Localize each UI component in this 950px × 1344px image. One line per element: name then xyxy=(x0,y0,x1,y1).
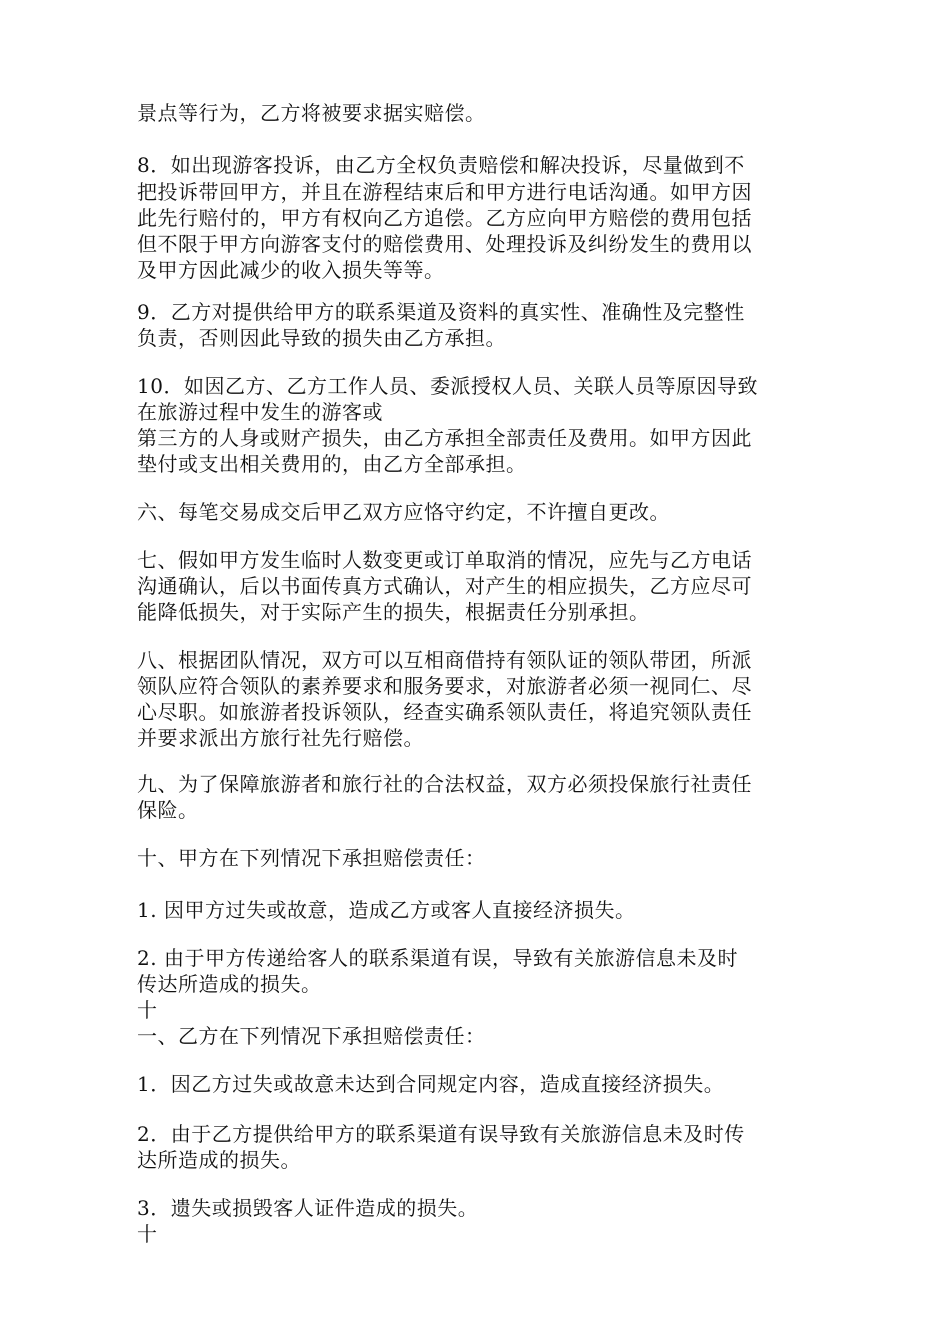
text-line: 8．如出现游客投诉，由乙方全权负责赔偿和解决投诉，尽量做到不 xyxy=(137,153,745,177)
text-line: 1. 因甲方过失或故意，造成乙方或客人直接经济损失。 xyxy=(137,898,636,922)
text-line: 沟通确认，后以书面传真方式确认，对产生的相应损失，乙方应尽可 xyxy=(137,574,752,598)
text-line: 3．遗失或损毁客人证件造成的损失。 xyxy=(137,1196,479,1220)
text-line: 传达所造成的损失。 xyxy=(137,972,322,996)
text-line: 达所造成的损失。 xyxy=(137,1148,301,1172)
text-line: 第三方的人身或财产损失，由乙方承担全部责任及费用。如甲方因此 xyxy=(137,426,752,450)
text-line: 1．因乙方过失或故意未达到合同规定内容，造成直接经济损失。 xyxy=(137,1072,725,1096)
text-line: 及甲方因此减少的收入损失等等。 xyxy=(137,258,445,282)
text-line: 此先行赔付的，甲方有权向乙方追偿。乙方应向甲方赔偿的费用包括 xyxy=(137,206,752,230)
text-line: 领队应符合领队的素养要求和服务要求，对旅游者必须一视同仁、尽 xyxy=(137,674,752,698)
text-line: 并要求派出方旅行社先行赔偿。 xyxy=(137,726,424,750)
text-line: 垫付或支出相关费用的，由乙方全部承担。 xyxy=(137,452,527,476)
text-line: 保险。 xyxy=(137,798,199,822)
text-line: 在旅游过程中发生的游客或 xyxy=(137,400,383,424)
text-line: 八、根据团队情况，双方可以互相商借持有领队证的领队带团，所派 xyxy=(137,648,752,672)
text-line: 2. 由于甲方传递给客人的联系渠道有误，导致有关旅游信息未及时 xyxy=(137,946,738,970)
text-line: 10．如因乙方、乙方工作人员、委派授权人员、关联人员等原因导致 xyxy=(137,374,758,398)
text-line: 七、假如甲方发生临时人数变更或订单取消的情况，应先与乙方电话 xyxy=(137,548,752,572)
text-line: 心尽职。如旅游者投诉领队，经查实确系领队责任，将追究领队责任 xyxy=(137,700,752,724)
text-line: 十 xyxy=(137,1222,158,1246)
text-line: 十、甲方在下列情况下承担赔偿责任： xyxy=(137,846,486,870)
text-line: 景点等行为，乙方将被要求据实赔偿。 xyxy=(137,101,486,125)
text-line: 六、每笔交易成交后甲乙双方应恪守约定，不许擅自更改。 xyxy=(137,500,670,524)
text-line: 一、乙方在下列情况下承担赔偿责任： xyxy=(137,1024,486,1048)
text-line: 九、为了保障旅游者和旅行社的合法权益，双方必须投保旅行社责任 xyxy=(137,772,752,796)
text-line: 9．乙方对提供给甲方的联系渠道及资料的真实性、准确性及完整性 xyxy=(137,300,745,324)
text-line: 十 xyxy=(137,998,158,1022)
text-line: 负责，否则因此导致的损失由乙方承担。 xyxy=(137,326,506,350)
text-line: 能降低损失，对于实际产生的损失，根据责任分别承担。 xyxy=(137,600,650,624)
text-line: 2．由于乙方提供给甲方的联系渠道有误导致有关旅游信息未及时传 xyxy=(137,1122,745,1146)
text-line: 把投诉带回甲方，并且在游程结束后和甲方进行电话沟通。如甲方因 xyxy=(137,180,752,204)
text-line: 但不限于甲方向游客支付的赔偿费用、处理投诉及纠纷发生的费用以 xyxy=(137,232,752,256)
